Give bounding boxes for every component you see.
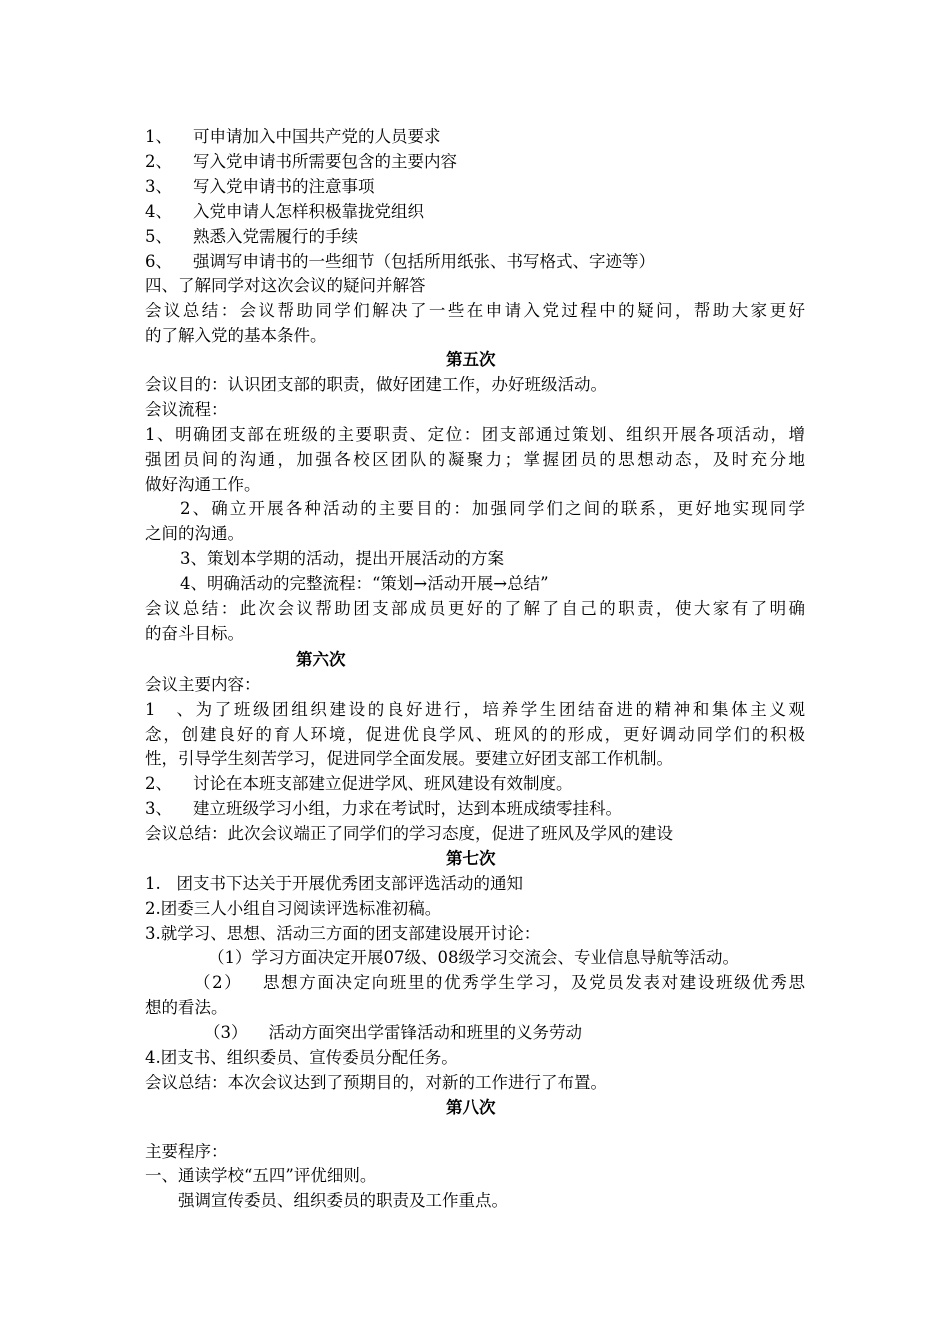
list-item: 2、 写入党申请书所需要包含的主要内容 (145, 152, 457, 171)
paragraph-line: 会议主要内容： (145, 675, 261, 694)
list-item: 1. 团支书下达关于开展优秀团支部评选活动的通知 (145, 874, 523, 893)
summary-line: 会议总结：会议帮助同学们解决了一些在申请入党过程中的疑问，帮助大家更好 (145, 301, 805, 320)
sub-item: （3） 活动方面突出学雷锋活动和班里的义务劳动 (204, 1023, 582, 1042)
list-item: 3、 建立班级学习小组，力求在考试时，达到本班成绩零挂科。 (145, 799, 622, 818)
paragraph-line: 念，创建良好的育人环境，促进优良学风、班风的的形成，更好调动同学们的积极 (145, 725, 805, 744)
list-item: 2、 讨论在本班支部建立促进学风、班风建设有效制度。 (145, 774, 573, 793)
sub-item: （2） 思想方面决定向班里的优秀学生学习，及党员发表对建设班级优秀思 (194, 973, 805, 992)
paragraph-line: 想的看法。 (145, 998, 228, 1017)
summary-line: 会议总结：本次会议达到了预期目的，对新的工作进行了布置。 (145, 1073, 607, 1092)
summary-line: 的了解入党的基本条件。 (145, 326, 327, 345)
paragraph-line: 之间的沟通。 (145, 524, 244, 543)
sub-item: （1）学习方面决定开展07级、08级学习交流会、专业信息导航等活动。 (208, 948, 739, 967)
section-heading: 第六次 (296, 650, 346, 669)
section-heading: 第五次 (446, 350, 496, 369)
paragraph-line: 会议目的：认识团支部的职责，做好团建工作，办好班级活动。 (145, 375, 607, 394)
paragraph-line: 四、了解同学对这次会议的疑问并解答 (145, 276, 426, 295)
list-item: 2.团委三人小组自习阅读评选标准初稿。 (145, 899, 442, 918)
list-item: 5、 熟悉入党需履行的手续 (145, 227, 358, 246)
summary-line: 会议总结：此次会议帮助团支部成员更好的了解了自己的职责，使大家有了明确 (145, 599, 805, 618)
list-item: 3、 写入党申请书的注意事项 (145, 177, 375, 196)
paragraph-line: 会议流程： (145, 400, 228, 419)
summary-line: 的奋斗目标。 (145, 624, 244, 643)
summary-line: 会议总结：此次会议端正了同学们的学习态度，促进了班风及学风的建设 (145, 824, 673, 843)
paragraph-line: 主要程序： (145, 1142, 228, 1161)
list-item: 6、 强调写申请书的一些细节（包括所用纸张、书写格式、字迹等） (145, 252, 655, 271)
section-heading: 第七次 (446, 849, 496, 868)
paragraph-line: 3、策划本学期的活动，提出开展活动的方案 (180, 549, 504, 568)
paragraph-line: 4、明确活动的完整流程：“策划→活动开展→总结” (180, 574, 549, 593)
paragraph-line: 性，引导学生刻苦学习，促进同学全面发展。要建立好团支部工作机制。 (145, 749, 673, 768)
paragraph-line: 一、通读学校“五四”评优细则。 (145, 1166, 377, 1185)
list-item: 4.团支书、组织委员、宣传委员分配任务。 (145, 1048, 458, 1067)
paragraph-line: 1、明确团支部在班级的主要职责、定位：团支部通过策划、组织开展各项活动，增 (145, 425, 805, 444)
list-item: 1、 可申请加入中国共产党的人员要求 (145, 127, 441, 146)
paragraph-line: 2、确立开展各种活动的主要目的：加强同学们之间的联系，更好地实现同学 (180, 499, 805, 518)
list-item: 3.就学习、思想、活动三方面的团支部建设展开讨论： (145, 924, 541, 943)
paragraph-line: 强调宣传委员、组织委员的职责及工作重点。 (178, 1191, 508, 1210)
list-item: 1、为了班级团组织建设的良好进行，培养学生团结奋进的精神和集体主义观 (145, 700, 805, 719)
paragraph-line: 做好沟通工作。 (145, 475, 261, 494)
paragraph-line: 强团员间的沟通，加强各校区团队的凝聚力；掌握团员的思想动态，及时充分地 (145, 450, 805, 469)
list-item: 4、 入党申请人怎样积极靠拢党组织 (145, 202, 424, 221)
section-heading: 第八次 (446, 1098, 496, 1117)
